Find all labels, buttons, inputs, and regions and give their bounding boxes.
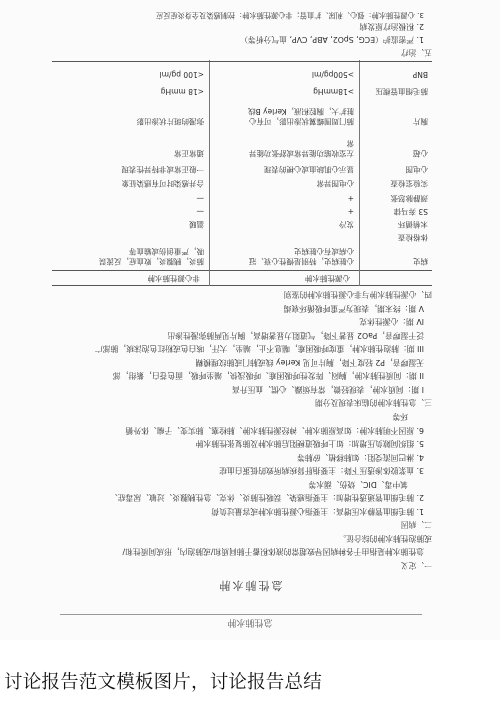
table-cell: 心电图异常 (316, 179, 354, 188)
table-row-label: 实验室检查 (390, 179, 428, 188)
table-cell: 肺门周围蝶翼状渗出影，可有心 脏扩大，胸腔积液，Kerley B线 (248, 107, 354, 126)
section-heading: 一、定义 (400, 561, 432, 570)
table-cell: >18mmHg (313, 87, 354, 96)
section-heading: 五、治疗 (400, 48, 432, 57)
body-line: V 期：终末期，表现为严重呼吸循环衰竭 (283, 304, 424, 313)
section-heading: 三、急性肺水肿的临床表现及分期 (315, 398, 432, 407)
body-line: 1. 严密监护（ECG, SpO2, ABP, CVP, 血气分析等） (240, 35, 424, 44)
body-line: III 期：肺泡性肺水肿，重度呼吸困难，喘息不止，端坐，大汗，咳白色或粉红色泡沫痰，肺部广 (94, 344, 424, 353)
table-row-label: 末梢循环 (398, 220, 428, 229)
table-cell: + (347, 207, 354, 216)
section-heading: 二、病因 (400, 520, 432, 529)
image-caption: 讨论报告范文模板图片，讨论报告总结 (4, 672, 322, 693)
table-col-divider (359, 60, 360, 286)
table-row-label: 胸片 (413, 117, 428, 126)
table-cell: 肺炎，胰腺炎，败血症，反流误 吸，严重创伤或输血等 (99, 247, 204, 266)
table-cell: <100 pg/ml (159, 70, 204, 79)
table-row-label: BNP (412, 70, 428, 79)
table-cell: 显示心肌缺血或心梗的表现 (264, 165, 354, 174)
table-header-rule (52, 270, 432, 271)
table-row-label: 心电图 (405, 165, 428, 174)
table-row-label: S3 奔马律 (393, 207, 428, 216)
table-cell: <18 mmHg (160, 87, 204, 96)
body-line: 1. 肺毛细血管静水压增高：主要指心源性肺水肿或容量过负荷 (211, 507, 424, 516)
header-rule (60, 614, 422, 615)
body-line: 2. 积极治疗原发病 (359, 22, 424, 31)
body-line: 3. 心源性肺水肿：强心、利尿、扩血管；非心源性肺水肿：控制感染及全身炎症反应 (156, 11, 424, 20)
section-heading: 四、心源性肺水肿与非心源性肺水肿的鉴别 (283, 290, 432, 299)
body-line: I 期：间质水肿，表现轻微，常有烦躁、心慌、血压升高 (232, 385, 424, 394)
table-cell: >500pg/ml (311, 70, 354, 79)
body-line: IV 期：心源性休克 (359, 317, 424, 326)
table-cell: — (196, 207, 204, 216)
table-bottom-rule (52, 61, 432, 62)
table-cell: — (196, 194, 204, 203)
table-cell: + (347, 194, 354, 203)
table-row-label: 心超 (413, 149, 428, 158)
table-cell: 一般正常或非特异性表现 (121, 165, 204, 174)
table-row-label: 病史 (413, 257, 428, 266)
table-header-cardiogenic: 心源性肺水肿 (305, 274, 350, 283)
body-line: 4. 淋巴回流受阻：如肺移植、矽肺等 (297, 453, 424, 462)
table-row-label: 颈静脉怒张 (390, 194, 428, 203)
body-line: II 期：间质性肺水肿，胸闷、阵发性呼吸困难、呼吸浅快，端坐呼吸，面色苍白，紫绀，部 (112, 371, 424, 380)
table-cell: 左室收缩功能异常或舒张功能异 常 (249, 139, 354, 158)
table-cell: 温暖 (189, 220, 204, 229)
body-line: 氧中毒、DIC、烧伤、溺水等 (308, 480, 408, 489)
body-line: 6. 原因不明肺水肿：如高原肺水肿、神经源性肺水肿、肺栓塞、肺实变、子痫、体外循 (125, 426, 424, 435)
body-line: 急性肺水肿是指由于各种病因导致超常的液体积蓄于肺间质和/或肺泡内，形成间质性和/ (122, 547, 424, 556)
body-line: 2. 肺毛细血管通透性增加：主要指感染、误吸性肺炎、休克、急性胰腺炎、过敏、尿毒症、 (110, 493, 424, 502)
table-cell: 心脏病史，特别是慢性心衰、冠 心病或有心脏病史 (249, 247, 354, 266)
table-header-noncardiogenic: 非心源性肺水肿 (147, 274, 200, 283)
table-col-divider (209, 60, 210, 286)
body-line: 或肺泡性肺水肿的综合征。 (338, 534, 432, 543)
table-row-label: 体格检查 (398, 233, 428, 242)
body-line: 环等 (392, 412, 408, 421)
body-line: 无湿啰音，P2 轻度下降，胸片可见 Kerley 线或肺门或肺纹理模糊 (195, 358, 424, 367)
table-cell: 合并感染时可有感染征象 (121, 179, 204, 188)
body-line: 泛干湿啰音，PaO2 显著下降，气道阻力显著增高，胸片见两肺弥漫性渗出 (167, 331, 424, 340)
table-top-rule (52, 285, 432, 286)
table-cell: 弥漫的斑片状渗出影 (136, 117, 204, 126)
table-cell: 发冷 (339, 220, 354, 229)
body-line: 5. 组织间隙负压增加：如上呼吸道梗阻后肺水肿及肺复张性肺水肿 (195, 439, 424, 448)
body-line: 3. 血浆胶体渗透压下降：主要指肝肾疾病所致的低蛋白血症 (219, 466, 424, 475)
table-cell: 通常正常 (174, 149, 204, 158)
document-title: 急性肺水肿 (217, 579, 283, 592)
table-row-label: 肺毛细血管楔压 (375, 87, 428, 96)
running-header: 急性肺水肿 (227, 617, 273, 627)
